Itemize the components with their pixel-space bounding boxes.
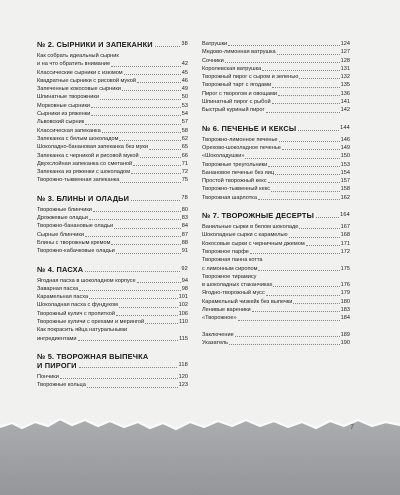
entry-title: Пончики [37,373,59,380]
section-page: 78 [181,194,188,201]
entry-page: 146 [340,136,350,143]
toc-left-column [37,40,188,390]
entry-page: 180 [340,298,350,305]
entry-title: Быстрый куриный пирог [202,107,265,114]
entry-title: Как собрать идеальный сырник [37,53,119,59]
section-title: № 6. ПЕЧЕНЬЕ И КЕКСЫ [202,123,297,133]
entry-title: Шоколадно-банановая запеканка без муки [37,144,148,151]
entry-title: Банановое печенье без яиц [202,169,275,176]
entry-page: 154 [340,169,350,176]
entry-title: Ванильные сырки в белом шоколаде [202,224,299,231]
toc-entry[interactable] [37,326,188,343]
entry-title: Классическая запеканка [37,127,101,134]
entry-page: 162 [340,194,350,201]
entry-page: 71 [181,160,188,167]
entry-title: Двухслойная запеканка со сметаной [37,160,133,167]
entry-page: 87 [181,231,188,238]
entry-page: 190 [340,339,350,346]
entry-page: 72 [181,169,188,176]
entry-title: Творожно-лимонное печенье [202,136,278,143]
entry-page: 57 [181,119,188,126]
entry-page: 110 [179,319,188,326]
toc-entry[interactable] [202,40,350,48]
entry-page: 54 [181,111,188,118]
toc-entry[interactable] [202,57,350,65]
toc-entry[interactable] [37,85,188,93]
entry-page: 42 [181,61,188,68]
entry-title: Творожные куличи с орехами и мерингой [37,319,145,326]
toc-entry[interactable] [202,98,350,106]
entry-page: 189 [340,331,350,338]
toc-entry[interactable] [37,152,188,160]
toc-entry[interactable] [37,127,188,135]
section-page: 118 [178,361,188,368]
entry-title: Ватрушки [202,41,228,47]
toc-entry[interactable] [37,373,188,381]
toc-entry[interactable] [37,285,188,293]
toc-entry[interactable] [37,239,188,247]
toc-entry[interactable] [37,69,188,77]
toc-right-column [202,40,350,347]
toc-entry[interactable] [202,289,350,297]
toc-entry[interactable] [202,144,350,152]
section-title: № 3. БЛИНЫ И ОЛАДЬИ [37,193,130,203]
entry-title: Творожно-тыквенная запеканка [37,177,120,184]
toc-entry[interactable] [37,160,188,168]
entry-title: «Творожное» [202,315,237,322]
section-heading [37,352,188,370]
entry-title: Творожное тирамису [202,273,257,280]
entry-title: Шоколадная пасха с фундуком [37,302,118,309]
entry-page: 132 [340,74,350,81]
section-heading [37,265,188,274]
entry-page: 183 [340,307,350,314]
toc-entry[interactable] [202,339,350,347]
toc-entry[interactable] [202,136,350,144]
entry-page: 171 [340,240,350,247]
entry-page: 179 [340,290,350,297]
toc-entry[interactable] [37,231,188,239]
entry-title: Простой творожный кекс [202,178,267,185]
toc-entry[interactable] [202,152,350,160]
entry-page: 101 [178,294,188,301]
entry-page: 62 [181,135,188,142]
toc-entry[interactable] [37,318,188,326]
section-heading [202,124,350,133]
toc-entry[interactable] [202,306,350,314]
toc-entry[interactable] [202,177,350,185]
entry-title: Дрожжевые оладьи [37,215,88,222]
entry-page: 58 [181,127,188,134]
toc-entry[interactable] [202,65,350,73]
entry-page: 80 [181,206,188,213]
entry-page: 168 [340,232,350,239]
entry-page: 175 [340,265,350,272]
entry-title: Орехово-шоколадное печенье [202,144,281,151]
toc-entry[interactable] [202,256,350,273]
toc-entry[interactable] [202,240,350,248]
entry-title: Ленивые вареники [202,307,251,314]
entry-page: 128 [340,57,350,64]
entry-page: 176 [340,282,350,289]
entry-title: «Шоколадушки» [202,153,245,160]
entry-title: Творожно-банановые оладьи [37,223,114,230]
entry-title: Шпинатные творожники [37,94,99,101]
toc-entry[interactable] [37,143,188,151]
entry-title: Заварная пасха [37,285,79,292]
entry-title: Сочники [202,57,224,64]
toc-entry[interactable] [37,110,188,118]
entry-page: 131 [340,65,350,72]
toc-entry[interactable] [37,168,188,176]
entry-title-line2: и на что обратить внимание [37,61,111,68]
entry-page: 136 [340,90,350,97]
entry-title: Блины с творожным кремом [37,239,111,246]
toc-entry[interactable] [37,247,188,255]
entry-page: 149 [340,144,350,151]
entry-title: Творожная панна котта [202,257,263,264]
entry-title: Сырники из ряженки [37,111,91,118]
entry-title: в шоколадных стаканчиках [202,282,273,289]
entry-page: 153 [340,161,350,168]
toc-entry[interactable] [37,214,188,222]
section-heading [37,40,188,49]
entry-title: Морковные сырники [37,102,91,109]
entry-page: 49 [181,86,188,93]
toc-entry[interactable] [37,293,188,301]
entry-page: 124 [340,41,350,47]
entry-title: Творожные кольца [37,382,86,389]
section-title: № 4. ПАСХА [37,264,84,274]
entry-title: Творожные треугольники [202,161,268,168]
toc-entry[interactable] [202,314,350,322]
entry-title: Заключение [202,331,234,338]
entry-title: Творожный тарт с ягодами [202,82,272,89]
toc-entry[interactable] [202,248,350,256]
entry-title: Запеченные кокосовые сырники [37,86,121,93]
entry-page: 66 [181,152,188,159]
entry-page: 88 [181,239,188,246]
entry-page: 65 [181,144,188,151]
toc-entry[interactable] [37,310,188,318]
entry-page: 83 [181,215,188,222]
toc-entry[interactable] [37,93,188,101]
entry-title: Творожно-кабачковые оладьи [37,248,115,255]
toc-entry[interactable] [202,81,350,89]
entry-page: 158 [340,186,350,193]
entry-page: 127 [340,49,350,56]
entry-title: Медово-лимонная ватрушка [202,49,276,56]
entry-title: Творожный пирог с сыром и зеленью [202,74,299,81]
entry-page: 45 [181,69,188,76]
entry-title: Сырные блинчики [37,231,84,238]
entry-page: 53 [181,102,188,109]
toc-entry[interactable] [37,176,188,184]
entry-page: 46 [181,77,188,84]
toc-entry[interactable] [37,135,188,143]
page-number: 7 [350,424,354,431]
toc-entry[interactable] [37,277,188,285]
entry-title: Как покрасить яйца натуральными [37,327,128,334]
entry-page: 172 [340,248,350,255]
entry-title: Творожный кулич с пропиткой [37,310,115,317]
entry-title: Запеканка из ряженки с шоколадом [37,169,131,176]
toc-entry[interactable] [37,206,188,214]
entry-page: 84 [181,223,188,230]
entry-page: 106 [178,310,188,317]
section-title: № 2. СЫРНИКИ И ЗАПЕКАНКИ [37,40,153,49]
entry-page: 157 [340,178,350,185]
entry-title: Королевская ватрушка [202,65,262,72]
section-heading [37,194,188,203]
toc-entry[interactable] [202,298,350,306]
entry-title-line2: с лимонным сиропом [202,265,258,272]
entry-page: 167 [340,224,350,231]
entry-title: Пирог с творогом и овощами [202,90,278,97]
entry-title: Запеканка с черникой и рисовой мукой [37,152,139,159]
toc-entry[interactable] [37,118,188,126]
section-page: 38 [181,41,188,47]
entry-title: Творожная шарлотка [202,194,257,201]
entry-title: Карамельная пасха [37,294,89,301]
entry-page: 50 [181,94,188,101]
entry-page: 142 [340,107,350,114]
entry-page: 115 [179,335,188,342]
toc-entry[interactable] [202,331,350,339]
entry-page: 75 [181,177,188,184]
entry-page: 141 [340,99,350,106]
entry-title: Запеканка с белым шоколадом [37,135,119,142]
entry-title: Ягодно-творожный мусс [202,290,265,297]
section-title: № 5. ТВОРОЖНАЯ ВЫПЕЧКА [37,351,149,361]
entry-page: 150 [340,153,350,160]
entry-page: 184 [340,315,350,322]
toc-entry[interactable] [202,273,350,281]
section-page: 144 [340,124,350,131]
toc-entry[interactable] [202,281,350,289]
toc-entry[interactable] [202,231,350,239]
toc-entry[interactable] [37,102,188,110]
toc-entry[interactable] [202,106,350,114]
entry-title: Творожные блинчики [37,206,92,213]
entry-title-line2: ингредиентами [37,335,77,342]
entry-title: Творожное парфе [202,248,249,255]
entry-title: Шоколадные сырки с карамелью [202,232,288,239]
entry-title: Творожно-тыквенный кекс [202,186,271,193]
entry-title: Указатель [202,339,229,346]
entry-title: Классические сырники с изюмом [37,69,123,76]
toc-entry[interactable] [37,301,188,309]
toc-entry[interactable] [202,48,350,56]
toc-entry[interactable] [202,185,350,193]
entry-page: 94 [181,277,188,284]
toc-entry[interactable] [202,169,350,177]
toc-entry[interactable] [37,77,188,85]
entry-page: 98 [181,285,188,292]
toc-entry[interactable] [37,52,188,69]
entry-title: Ягодная пасха в шоколадном корпусе [37,277,136,284]
section-heading [202,211,350,220]
entry-title: Кокосовые сырки с черничным джемом [202,240,305,247]
toc-entry[interactable] [202,161,350,169]
entry-page: 135 [340,82,350,89]
entry-page: 123 [178,382,188,389]
entry-title: Львовский сырник [37,119,85,126]
entry-title: Квадратные сырники с рисовой мукой [37,77,136,84]
section-title: № 7. ТВОРОЖНЫЕ ДЕСЕРТЫ [202,211,315,221]
entry-title: Шпинатный пирог с рыбой [202,99,271,106]
toc-entry[interactable] [37,222,188,230]
entry-page: 120 [178,373,188,380]
toc-entry[interactable] [202,194,350,202]
toc-entry[interactable] [37,381,188,389]
toc-entry[interactable] [202,90,350,98]
entry-page: 102 [178,302,188,309]
toc-entry[interactable] [202,223,350,231]
section-title-line2: И ПИРОГИ [37,360,77,370]
concrete-texture [0,395,400,495]
entry-page: 91 [181,248,188,255]
section-page: 164 [340,212,350,219]
toc-entry[interactable] [202,73,350,81]
entry-title: Карамельный чизкейк без выпечки [202,298,293,305]
section-page: 92 [181,265,188,272]
